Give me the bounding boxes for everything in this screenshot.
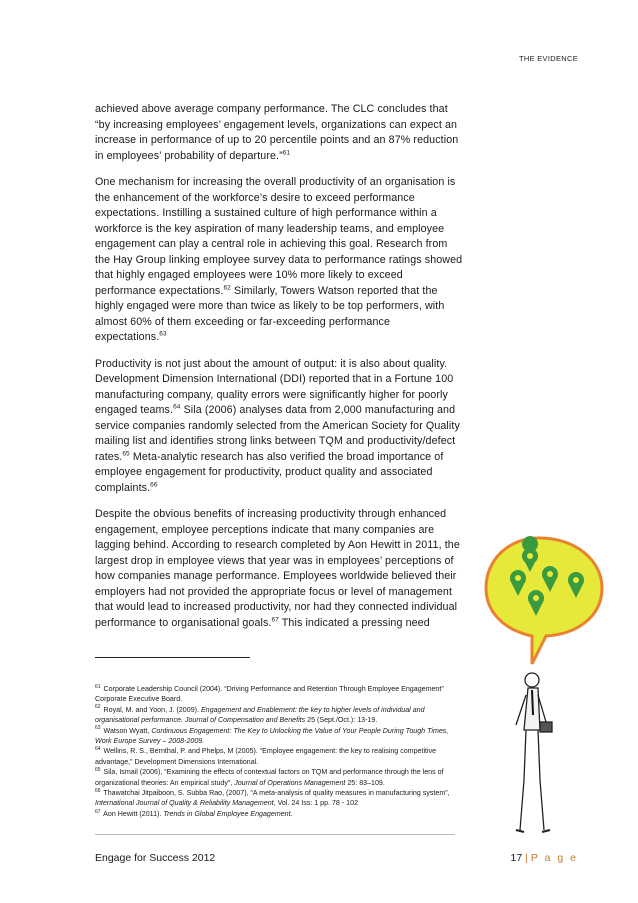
footnote-text: Royal, M. and Yoon, J. (2009).	[103, 705, 201, 714]
footnote-ref[interactable]: 66	[150, 480, 158, 488]
paragraph-4-text-a: Despite the obvious benefits of increasing productivity through enhanced engagement, employee perceptions indicate that many companies are lagging behind. According to research completed by Aon Hewitt in 2011, the largest drop in employee views that year was in employees’ perceptions of how companies manage performance. Employees worldwide believed their employers had not provided the appropriate focus or level of management that would lead to increased productivity, nor had they connected individual performance to organisational goals.	[95, 508, 460, 629]
footnote-number: 65	[95, 766, 101, 773]
map-pins-speech-bubble-businessman-icon	[480, 530, 610, 860]
footnote-text: Watson Wyatt,	[103, 726, 152, 735]
footnote-ref[interactable]: 65	[122, 449, 130, 457]
footnote-text: 25 (Sept./Oct.): 13-19.	[305, 716, 378, 725]
footnote-title: Trends in Global Employee Engagement.	[163, 809, 293, 818]
footnote-number: 67	[95, 808, 101, 815]
footnote-ref[interactable]: 64	[173, 403, 181, 411]
footnote-ref[interactable]: 62	[223, 283, 231, 291]
footer-title: Engage for Success 2012	[95, 852, 216, 864]
footnote-text: Wellins, R. S., Bernthal, P. and Phelps, M (2005). “Employee engagement: the key to realising competitive advantage,” Development Dimensions International.	[95, 747, 437, 766]
footer-divider	[95, 834, 455, 835]
footnote-divider	[95, 657, 250, 658]
footnote	[95, 767, 463, 788]
footnote	[95, 705, 463, 726]
footnote-text: Aon Hewitt (2011).	[103, 809, 164, 818]
footnote	[95, 726, 463, 747]
running-header: THE EVIDENCE	[518, 54, 578, 63]
page-separator: |	[525, 852, 528, 864]
page-number-value: 17	[510, 852, 523, 864]
paragraph-2-text-b: Similarly, Towers Watson reported that the highly engaged were more than twice as likely to be top performers, with almost 60% of them exceeding or far-exceeding performance expectations.	[95, 284, 445, 343]
footnote-number: 66	[95, 787, 101, 794]
paragraph-3	[95, 357, 463, 497]
paragraph-1	[95, 102, 463, 164]
footnotes	[95, 684, 463, 819]
paragraph-3-text-a: Productivity is not just about the amount of output: it is also about quality. Development Dimension International (DDI) reported that in a Fortune 100 manufacturing company, quality errors were significantly higher for poorly engaged teams.	[95, 357, 454, 416]
footnote-text: Sila, Ismail (2006), “Examining the effects of contextual factors on TQM and performance through the lens of organizational theories: An empirical study”,	[95, 768, 444, 787]
footnote	[95, 746, 463, 767]
footnote-number: 62	[95, 704, 101, 711]
footnote-ref[interactable]: 67	[271, 615, 279, 623]
footnote-text: Corporate Leadership Council (2004). “Driving Performance and Retention Through Employee Engagement” Corporate Executive Board.	[95, 685, 444, 704]
footnote-title: Continuous Engagement: The Key to Unlocking the Value of Your People During Tough Times, Work Europe Survey – 2008-2009.	[95, 726, 449, 746]
paragraph-3-text-c: Meta-analytic research has also verified the broad importance of employee engagement for productivity, product quality and associated complaints.	[95, 450, 444, 494]
paragraph-4	[95, 507, 463, 631]
body-text	[95, 102, 463, 642]
footnote	[95, 788, 463, 809]
footnote	[95, 809, 463, 819]
footnote-text: 25: 83–109.	[345, 778, 385, 787]
footnote-text: , Vol. 24 Iss: 1 pp. 78 - 102	[273, 799, 359, 808]
footnote-number: 64	[95, 746, 101, 753]
paragraph-2	[95, 175, 463, 346]
footnote-title: International Journal of Quality & Reliability Management	[95, 799, 274, 808]
page-label: P a g e	[530, 852, 578, 864]
footnote	[95, 684, 463, 705]
footnote-ref[interactable]: 61	[282, 148, 291, 156]
paragraph-3-text-b: Sila (2006) analyses data from 2,000 manufacturing and service companies randomly selected from the American Society for Quality mailing list and identifies strong links between TQM and productivity/defect rates.	[95, 404, 460, 463]
paragraph-1-text: achieved above average company performance. The CLC concludes that “by increasing employees’ engagement levels, organizations can expect an increase in performance of up to 20 percentile points and an 87% reduction in employees’ probability of departure.”	[95, 103, 459, 162]
footnote-text: Thawatchai Jitpaiboon, S. Subba Rao, (2007), “A meta-analysis of quality measures in manufacturing system”,	[103, 789, 450, 798]
footnote-title: Engagement and Enablement: the key to higher levels of individual and organisational performance. Journal of Compensation and Benefits	[95, 705, 425, 725]
footnote-number: 61	[95, 683, 101, 690]
footnote-title: Journal of Operations Management	[234, 778, 346, 787]
paragraph-4-text-b: This indicated a pressing need	[278, 616, 430, 629]
footnote-number: 63	[95, 725, 101, 732]
paragraph-2-text-a: One mechanism for increasing the overall productivity of an organisation is the enhancement of the workforce’s desire to exceed performance expectations. Instilling a sustained culture of high performance within a workforce is the key aspiration of many leadership teams, and employee engagement can play a central role in achieving this goal. Research from the Hay Group linking employee survey data to performance ratings showed that highly engaged employees were 10% more likely to exceed performance expectations.	[95, 176, 463, 297]
footnote-ref[interactable]: 63	[159, 330, 167, 338]
